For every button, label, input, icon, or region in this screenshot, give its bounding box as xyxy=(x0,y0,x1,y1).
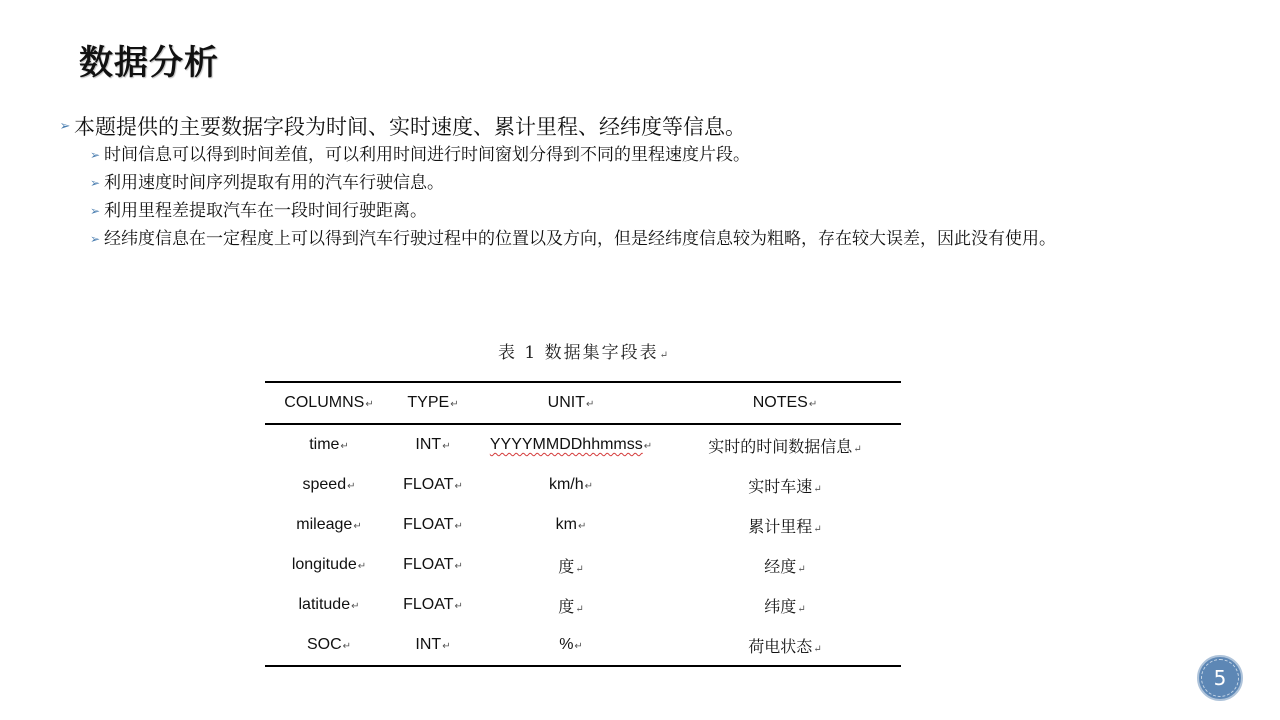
table-cell: mileage↵ xyxy=(296,516,362,533)
table-cell: km↵ xyxy=(555,516,587,533)
table-cell: 度↵ xyxy=(558,556,584,576)
bullet-sub-text: 经纬度信息在一定程度上可以得到汽车行驶过程中的位置以及方向，但是经纬度信息较为粗略，存在较大误差，因此没有使用。 xyxy=(104,229,1056,249)
bullet-main xyxy=(56,112,1136,142)
table-cell: INT↵ xyxy=(415,636,451,653)
table-caption-text: 表 1 数据集字段表 xyxy=(497,343,659,363)
table-cell: INT↵ xyxy=(415,436,451,453)
table-header-row xyxy=(265,382,901,424)
table-cell: longitude↵ xyxy=(291,556,367,573)
bullet-sub-text: 利用里程差提取汽车在一段时间行驶距离。 xyxy=(104,201,427,221)
table-row xyxy=(265,585,901,625)
bullet-sub-item xyxy=(86,144,1136,166)
bullet-main-text: 本题提供的主要数据字段为时间、实时速度、累计里程、经纬度等信息。 xyxy=(74,115,746,139)
table-row xyxy=(265,424,901,465)
right-arrow-icon: ➢ xyxy=(89,232,101,246)
table-row xyxy=(265,505,901,545)
column-header: NOTES↵ xyxy=(752,394,818,411)
bullet-sub-item xyxy=(86,200,1136,222)
bullet-sub-item xyxy=(86,172,1136,194)
table-cell: latitude↵ xyxy=(298,596,360,613)
spellcheck-underlined-text: YYYYMMDDhhmmss xyxy=(489,436,643,453)
table-row xyxy=(265,625,901,666)
table-cell: 荷电状态↵ xyxy=(748,636,822,656)
table-cell: FLOAT↵ xyxy=(403,596,463,613)
page-badge-ring xyxy=(1201,659,1239,697)
bullet-sub-item xyxy=(86,228,1136,250)
page-number-badge: 5 xyxy=(1197,655,1243,701)
table-row xyxy=(265,545,901,585)
table-cell: 经度↵ xyxy=(764,556,806,576)
table-cell: 纬度↵ xyxy=(764,596,806,616)
right-arrow-icon: ➢ xyxy=(89,148,101,162)
bullet-list xyxy=(56,112,1136,250)
data-field-table xyxy=(265,381,901,667)
table-caption xyxy=(265,338,901,363)
slide-title: 数据分析 xyxy=(79,43,219,83)
table-cell: 累计里程↵ xyxy=(748,516,822,536)
table-cell: 实时车速↵ xyxy=(748,476,822,496)
table-cell: SOC↵ xyxy=(306,636,352,653)
paragraph-mark-icon: ↵ xyxy=(659,350,668,361)
bullet-sub-text: 利用速度时间序列提取有用的汽车行驶信息。 xyxy=(104,173,444,193)
table-cell: km/h↵ xyxy=(548,476,594,493)
table-cell: FLOAT↵ xyxy=(403,516,463,533)
table-cell: %↵ xyxy=(559,636,583,653)
table-row xyxy=(265,465,901,505)
column-header: UNIT↵ xyxy=(547,394,595,411)
table-cell: FLOAT↵ xyxy=(403,476,463,493)
bullet-sub-text: 时间信息可以得到时间差值，可以利用时间进行时间窗划分得到不同的里程速度片段。 xyxy=(104,145,750,165)
column-header: COLUMNS↵ xyxy=(284,394,374,411)
right-arrow-icon: ➢ xyxy=(59,119,71,134)
table-cell: 实时的时间数据信息↵ xyxy=(708,436,862,456)
table-cell: time↵ xyxy=(309,436,349,453)
table-cell: speed↵ xyxy=(302,476,356,493)
table-cell: FLOAT↵ xyxy=(403,556,463,573)
column-header: TYPE↵ xyxy=(407,394,459,411)
right-arrow-icon: ➢ xyxy=(89,176,101,190)
right-arrow-icon: ➢ xyxy=(89,204,101,218)
table-cell: YYYYMMDDhhmmss↵ xyxy=(489,436,653,453)
table-cell: 度↵ xyxy=(558,596,584,616)
